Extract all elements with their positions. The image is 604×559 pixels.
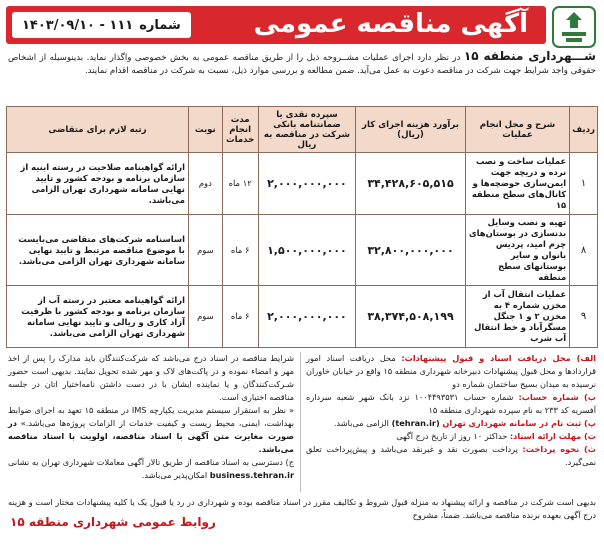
header-duration: مدت انجام خدمات	[222, 107, 258, 153]
header-req: رتبه لازم برای متقاضی	[7, 107, 189, 153]
table-row	[7, 215, 598, 286]
row-estimate: ۳۸,۳۷۴,۵۰۸,۱۹۹	[356, 286, 465, 348]
header-desc: شرح و محل انجام عملیات	[465, 107, 569, 153]
intro-lead: شـــهرداری منطقه ۱۵	[463, 49, 596, 63]
footer-paragraph: بدیهی است شرکت در مناقصه و ارائه پیشنهاد به منزله قبول شروط و تکالیف مقرر در اسناد مناقصه بوده و شهرداری در رد یا قبول یک یا کلیه پیشنهادات مختار است و هزینه درج آگهی بعهده برنده مناقصه می‌باشد. ضمناً، مشروح	[8, 497, 596, 520]
row-deposit: ۲,۰۰۰,۰۰۰,۰۰۰	[258, 286, 356, 348]
note-t-text: حداکثر ۱۰ روز از تاریخ درج آگهی	[396, 431, 510, 441]
row-estimate: ۳۴,۴۲۸,۶۰۵,۵۱۵	[356, 153, 465, 215]
column-divider	[300, 352, 301, 492]
note-left-2	[8, 404, 294, 456]
row-req: ارائه گواهینامه صلاحیت در رسته ابنیه از سازمان برنامه و بودجه کشور و تایید نهایی سامانه شهرداری تهران الزامی می‌باشد.	[7, 153, 189, 215]
note-b-text: شماره حساب ۱۰۰۴۴۹۳۵۳۱ نزد بانک شهر شعبه سرداره آفسریه کد ۲۳۳ به نام سپرده شهرداری منطقه ۱۵	[306, 392, 596, 415]
note-p-text: الزامی می‌باشد.	[333, 418, 392, 428]
header	[6, 4, 598, 48]
note-left-1: شرایط مناقصه در اسناد درج می‌باشد که شرکت‌کنندگان باید مدارک را پس از اخذ مهر و امضاء نموده و در پاکت‌های لاک و مهر شده تحویل نمایند. بدیهی است حضور شـرکت‌کنندگان و یا نماینده ایشان با در دست داشتن نامه‌اختیار اتان در جلسه مناقصه اختیاری است.	[8, 353, 294, 402]
tehran-municipality-logo-icon	[552, 6, 596, 48]
header-estimate: برآورد هزینه اجرای کار (ریال)	[356, 107, 465, 153]
header-turn: نوبت	[188, 107, 222, 153]
notes-left	[8, 352, 294, 482]
footer-signature: روابط عمومی شهرداری منطقه ۱۵	[10, 515, 216, 529]
table-row	[7, 286, 598, 348]
notice-number-value: ۱۴۰۳/۰۹/۱۰ - ۱۱۱	[22, 17, 134, 33]
note-a-text: محل دریافت اسناد امور قراردادها و محل قبول پیشنهادات دبیرخانه شهرداری منطقه ۱۵ واقع در خیابان خاوران نرسیده به میدان بسیج ساختمان شماره دو	[306, 353, 596, 389]
note-th-label: ث) نحوه پرداخت:	[522, 444, 596, 454]
table-row	[7, 153, 598, 215]
tender-table	[6, 106, 598, 348]
header-deposit: سپرده نقدی یا ضمانتنامه بانکی شرکت در مناقصه به ریال	[258, 107, 356, 153]
header-idx: ردیف	[570, 107, 598, 153]
title-banner	[6, 6, 546, 44]
note-p-label: پ) ثبت نام در سامانه شهرداری تهران	[442, 418, 596, 428]
row-idx: ۸	[570, 215, 598, 286]
row-duration: ۶ ماه	[222, 215, 258, 286]
row-desc: عملیات انتقال آب از مخزن شماره ۴ به مخزن ۲ و ۱ جنگل مسگرآباد و خط انتقال آب شرب	[465, 286, 569, 348]
intro-paragraph	[8, 50, 596, 78]
note-th	[306, 443, 596, 469]
note-b-label: ب) شماره حساب:	[518, 392, 596, 402]
row-deposit: ۲,۰۰۰,۰۰۰,۰۰۰	[258, 153, 356, 215]
note-t-label: ت) مهلت ارائه اسناد:	[509, 431, 596, 441]
row-duration: ۶ ماه	[222, 286, 258, 348]
note-a	[306, 352, 596, 391]
row-idx: ۱	[570, 153, 598, 215]
note-p	[306, 417, 596, 430]
note-left-3-text: ج) دسترسی به اسناد مناقصه از طریق تالار آگهی معاملات شهرداری تهران به نشانی	[8, 457, 294, 467]
table-header-row	[7, 107, 598, 153]
page-title: آگهی مناقصه عمومی	[253, 9, 528, 39]
note-left-2-bold: در صورت مغایرت متن آگهی با اسناد مناقصه، اولویت با اسناد مناقصه می‌باشد.	[8, 418, 294, 454]
notice-number-badge	[12, 12, 191, 38]
row-req: اساسنامه شرکت‌های متقاضی می‌بایست با موضوع مناقصه مرتبط و تایید نهایی سامانه شهرداری تهران الزامی می‌باشد.	[7, 215, 189, 286]
row-deposit: ۱,۵۰۰,۰۰۰,۰۰۰	[258, 215, 356, 286]
row-turn: دوم	[188, 153, 222, 215]
row-idx: ۹	[570, 286, 598, 348]
notes-right	[306, 352, 596, 469]
intro-text: در نظر دارد اجرای عملیات مشــروحه ذیل را از طریق مناقصه عمومی به بخش خصوصی واگذار نماید. بدینوسیله از اشخاص حقوقی واجد شرایط جهت شرکت در مناقصه دعوت به عمل می‌آید. ضمن مطالعه و بررسی موارد ذیل، نسبت به شرکت در مناقصه اقدام نمایند.	[8, 53, 596, 76]
row-turn: سوم	[188, 286, 222, 348]
row-req: ارائه گواهینامه معتبر در رسته آب از سازمان برنامه و بودجه کشور با ظرفیت آزاد کاری و ریالی و تایید نهایی سامانه شهرداری تهران الزامی می‌باشد.	[7, 286, 189, 348]
row-desc: عملیات ساخت و نصب نرده و دریچه جهت ایمن‌سازی حوضچه‌ها و کانال‌های سطح منطقه ۱۵	[465, 153, 569, 215]
row-turn: سوم	[188, 215, 222, 286]
note-a-label: الف) محل دریافت اسناد و قبول پیشنهادات:	[401, 353, 596, 363]
row-duration: ۱۲ ماه	[222, 153, 258, 215]
note-t	[306, 430, 596, 443]
note-left-2-text: « نظر به استقرار سیستم مدیریت یکپارچه IMS در منطقه ۱۵ تعهد به اجرای ضوابط بهداشت، ایمنی، محیط زیست و کیفیت خدمات از الزامات پروژه‌ها می‌باشد.»	[8, 405, 295, 428]
note-b	[306, 391, 596, 417]
note-left-3	[8, 456, 294, 482]
note-p-site: (tehran.ir)	[391, 418, 440, 428]
notice-number-label: شماره	[139, 17, 181, 33]
row-estimate: ۳۲,۸۰۰,۰۰۰,۰۰۰	[356, 215, 465, 286]
business-site-link[interactable]: business.tehran.ir	[209, 470, 294, 480]
note-left-3-end: امکان‌پذیر می‌باشد.	[141, 470, 208, 480]
note-th-text: پرداخت بصورت نقد و غیرنقد می‌باشد و پیش‌پرداخت تعلق نمی‌گیرد.	[306, 444, 596, 467]
row-desc: تهیه و نصب وسایل بدنسازی در بوستان‌های چرم امید، پردیس بانوان و سایر بوستانهای سطح منطقه	[465, 215, 569, 286]
